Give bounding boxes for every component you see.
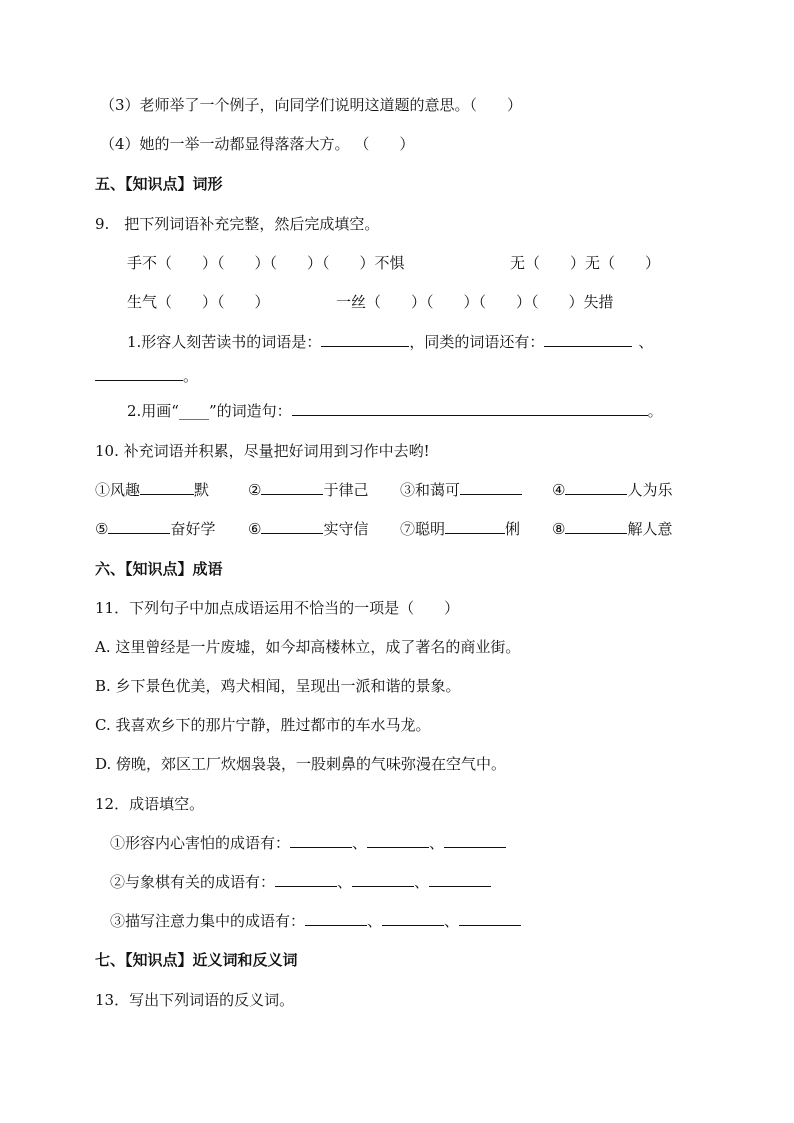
fill-blank[interactable] (459, 911, 521, 926)
item-number: ① (95, 481, 111, 499)
section-heading-6: 六、【知识点】成语 (95, 560, 223, 578)
fill-blank[interactable] (445, 519, 505, 534)
q9-sub2 (127, 401, 663, 421)
section-heading-7: 七、【知识点】近义词和反义词 (95, 951, 298, 969)
q9-sub1-continued (95, 366, 198, 386)
separator: 、 (429, 834, 445, 852)
q10-item-2 (248, 480, 368, 500)
question-11-title: 11．下列句子中加点成语运用不恰当的一项是（ ） (95, 599, 460, 617)
period: 。 (183, 367, 199, 385)
separator: 、 (414, 873, 430, 891)
separator: 、 (638, 333, 654, 351)
item-text-post: 解人意 (627, 520, 673, 538)
item-text-post: 人为乐 (627, 481, 673, 499)
fill-blank[interactable] (140, 480, 194, 495)
question-10-title: 10. 补充词语并积累，尽量把好词用到习作中去哟! (95, 442, 430, 460)
item-text-post: 俐 (505, 520, 521, 538)
question-item-4: （4）她的一举一动都显得落落大方。 （ ） (100, 135, 415, 153)
fill-blank[interactable] (544, 332, 632, 347)
q9-sub1-mid: ，同类的词语还有： (409, 333, 545, 351)
item-number: ④ (552, 481, 566, 499)
fill-blank[interactable] (275, 872, 337, 887)
fill-blank[interactable] (565, 519, 627, 534)
question-item-3: （3）老师举了一个例子，向同学们说明这道题的意思。（ ） (100, 96, 523, 114)
q12-item-2 (110, 872, 491, 892)
fill-blank[interactable] (460, 480, 522, 495)
item-text-pre: 聪明 (415, 520, 446, 538)
fill-blank[interactable] (108, 519, 170, 534)
q9-sub1-prefix: 1.形容人刻苦读书的词语是： (127, 333, 322, 351)
period: 。 (647, 402, 663, 420)
fill-blank[interactable] (292, 401, 648, 416)
item-text-post: 于律己 (323, 481, 369, 499)
item-text-post: 奋好学 (170, 520, 216, 538)
separator: 、 (367, 912, 383, 930)
q10-item-6 (248, 519, 368, 539)
item-text-pre: 风趣 (110, 481, 141, 499)
separator: 、 (352, 834, 368, 852)
item-number: ⑥ (248, 520, 262, 538)
q9-row1-part-a: 手不（ ）（ ）（ ）（ ）不惧 (127, 254, 405, 272)
item-text: ②与象棋有关的成语有： (110, 873, 276, 891)
question-12-title: 12．成语填空。 (95, 795, 205, 813)
question-13-title: 13．写出下列词语的反义词。 (95, 991, 295, 1009)
item-text: ③描写注意力集中的成语有： (110, 912, 306, 930)
item-text-pre: 和蔼可 (415, 481, 461, 499)
fill-blank[interactable] (290, 833, 352, 848)
item-text-post: 默 (194, 481, 210, 499)
fill-blank[interactable] (382, 911, 444, 926)
separator: 、 (444, 912, 460, 930)
fill-blank[interactable] (261, 480, 323, 495)
q10-item-8 (552, 519, 672, 539)
q10-item-7 (400, 519, 520, 539)
q9-row2-part-b: 一丝（ ）（ ）（ ）（ ）失措 (336, 293, 614, 311)
fill-blank[interactable] (305, 911, 367, 926)
option-b: B. 乡下景色优美，鸡犬相闻，呈现出一派和谐的景象。 (95, 677, 461, 695)
option-d: D. 傍晚，郊区工厂炊烟袅袅，一股刺鼻的气味弥漫在空气中。 (95, 755, 507, 773)
q10-item-1 (95, 480, 209, 500)
q9-sub2-prefix: 2.用画“____”的词造句： (127, 402, 292, 420)
q9-row1-part-b: 无（ ）无（ ） (510, 254, 661, 272)
q9-row2-part-a: 生气（ ）（ ） (127, 293, 270, 311)
fill-blank[interactable] (321, 332, 409, 347)
fill-blank[interactable] (429, 872, 491, 887)
fill-blank[interactable] (95, 366, 183, 381)
item-number: ⑦ (400, 520, 416, 538)
fill-blank[interactable] (261, 519, 323, 534)
item-text-post: 实守信 (323, 520, 369, 538)
item-number: ⑧ (552, 520, 566, 538)
q10-item-5 (95, 519, 215, 539)
fill-blank[interactable] (352, 872, 414, 887)
q10-item-3 (400, 480, 522, 500)
q12-item-1 (110, 833, 506, 853)
section-heading-5: 五、【知识点】词形 (95, 175, 223, 193)
item-number: ② (248, 481, 262, 499)
option-a: A. 这里曾经是一片废墟，如今却高楼林立，成了著名的商业街。 (95, 638, 521, 656)
item-number: ③ (400, 481, 416, 499)
option-c: C. 我喜欢乡下的那片宁静，胜过都市的车水马龙。 (95, 716, 431, 734)
item-number: ⑤ (95, 520, 109, 538)
question-9-title: 9. 把下列词语补充完整，然后完成填空。 (95, 215, 380, 233)
q12-item-3 (110, 911, 521, 931)
fill-blank[interactable] (367, 833, 429, 848)
fill-blank[interactable] (444, 833, 506, 848)
q9-sub1 (127, 332, 653, 352)
item-text: ①形容内心害怕的成语有： (110, 834, 291, 852)
q10-item-4 (552, 480, 672, 500)
separator: 、 (337, 873, 353, 891)
fill-blank[interactable] (565, 480, 627, 495)
